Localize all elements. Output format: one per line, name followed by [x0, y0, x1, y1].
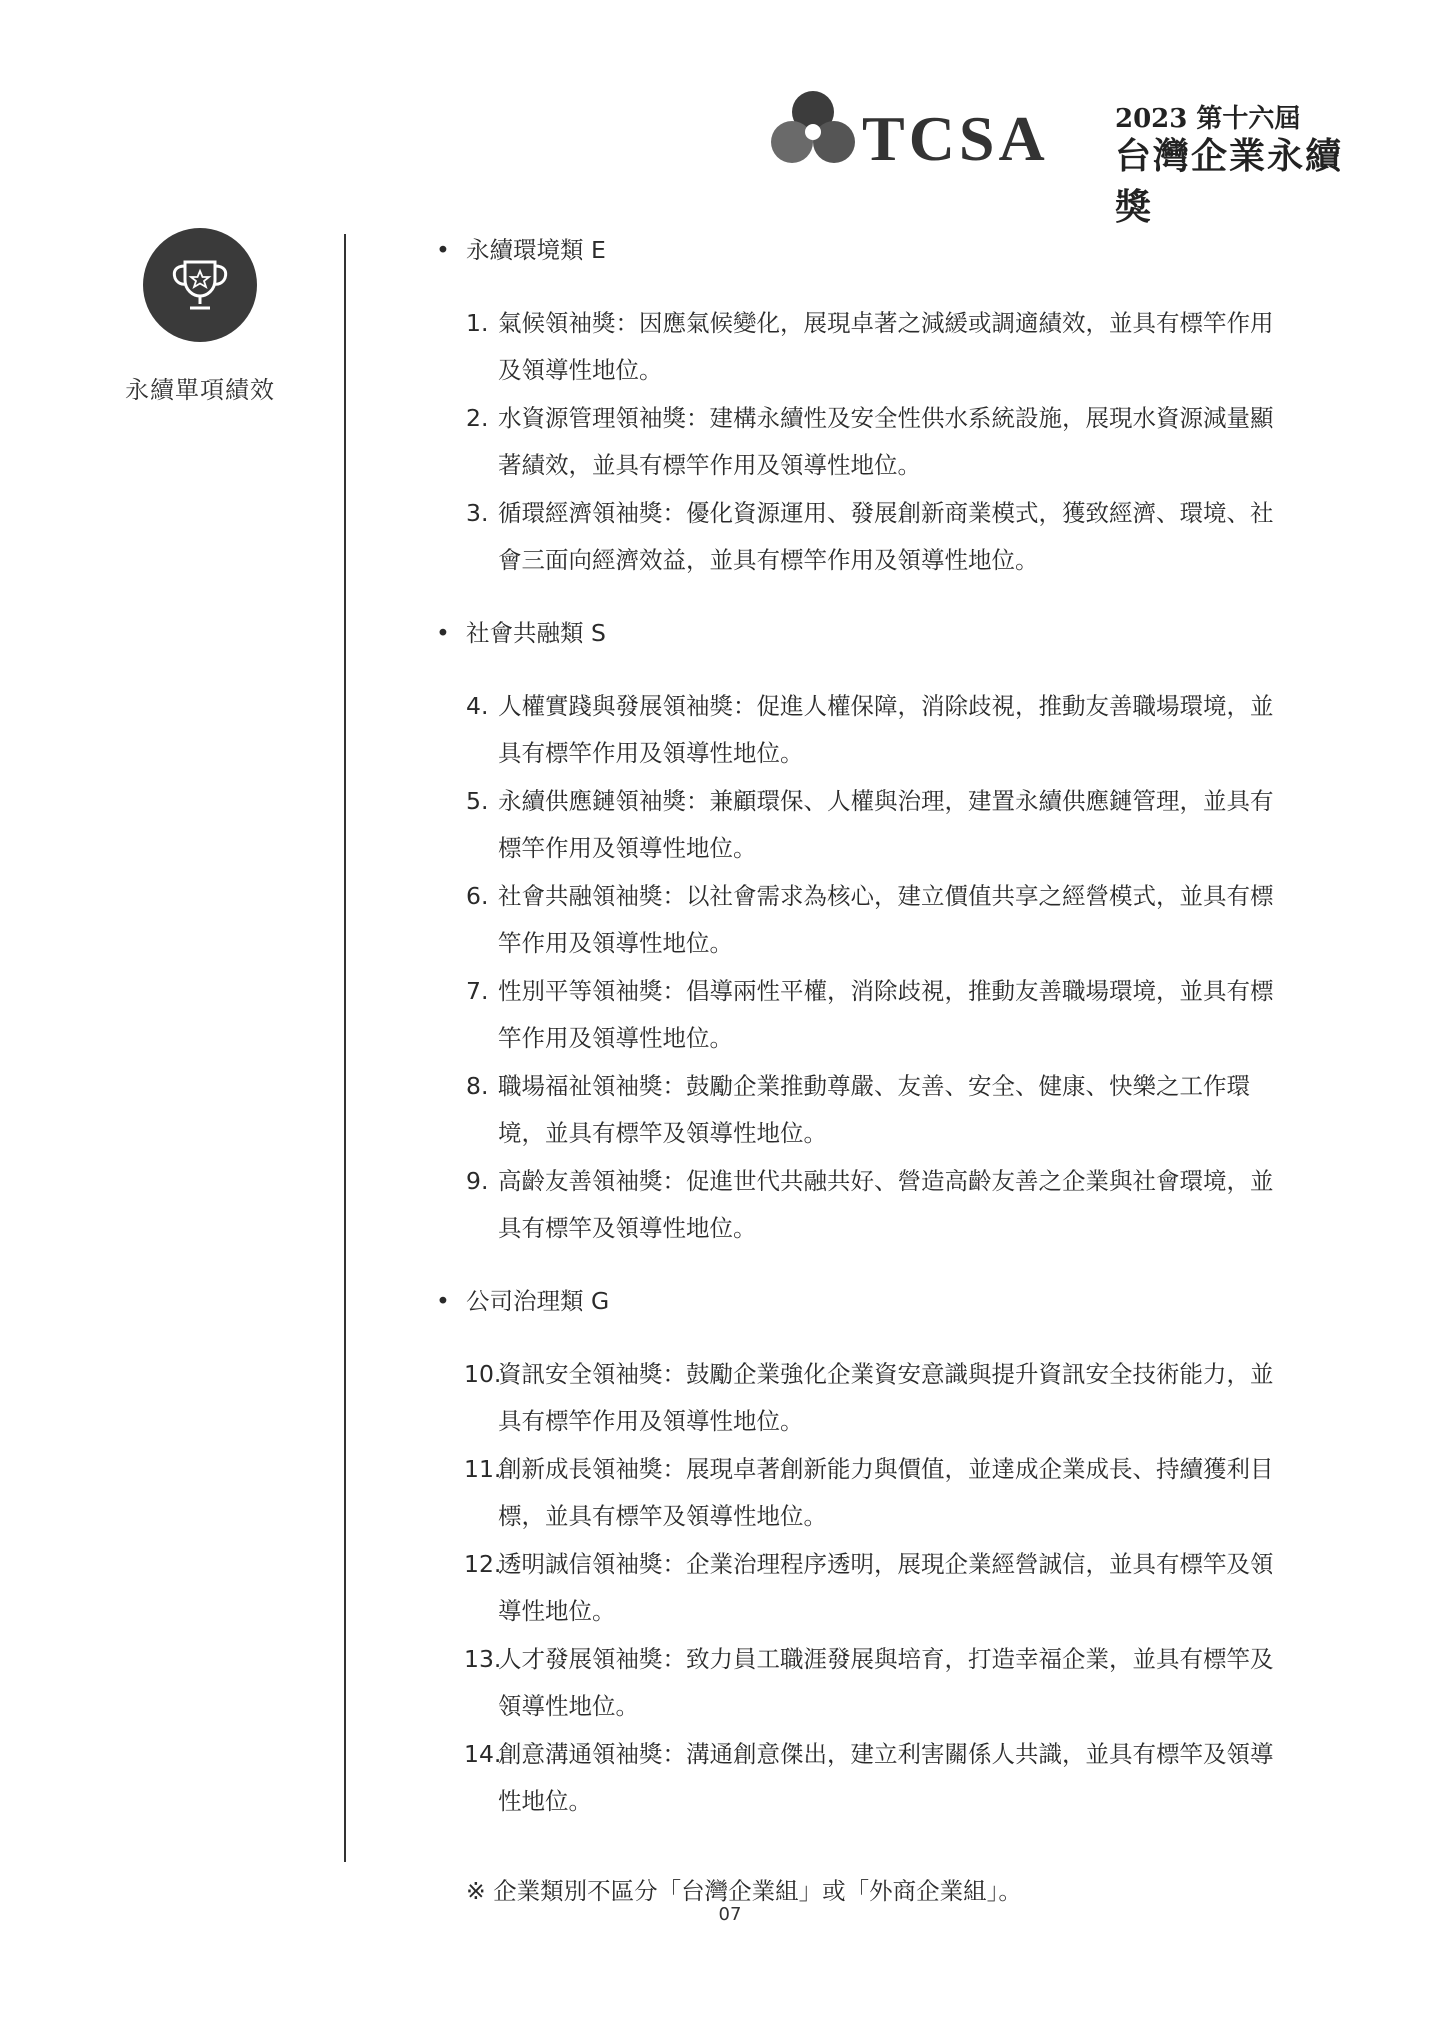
list-item: 7. 性別平等領袖獎：倡導兩性平權，消除歧視，推動友善職場環境，並具有標竿作用及領導性地位。 [466, 977, 1274, 1052]
category-title: • 永續環境類 E [436, 228, 1276, 272]
list-item: 1. 氣候領袖獎：因應氣候變化，展現卓著之減緩或調適績效，並具有標竿作用及領導性地位。 [466, 309, 1274, 384]
award-title: 台灣企業永續獎 [1115, 135, 1344, 228]
logo-text: TCSA [862, 103, 1049, 174]
list-item: 4. 人權實踐與發展領袖獎：促進人權保障，消除歧視，推動友善職場環境，並具有標竿作用及領導性地位。 [466, 692, 1274, 767]
award-list [436, 300, 1276, 584]
content [436, 228, 1276, 1913]
award-list [436, 1351, 1276, 1825]
tcsa-logo-icon [770, 88, 856, 168]
list-item: 5. 永續供應鏈領袖獎：兼顧環保、人權與治理，建置永續供應鏈管理，並具有標竿作用及領導性地位。 [466, 787, 1274, 862]
category-title: • 社會共融類 S [436, 611, 1276, 655]
list-item: 11. 創新成長領袖獎：展現卓著創新能力與價值，並達成企業成長、持續獲利目標，並具有標竿及領導性地位。 [464, 1455, 1274, 1530]
list-item: 2. 水資源管理領袖獎：建構永續性及安全性供水系統設施，展現水資源減量顯著績效，並具有標竿作用及領導性地位。 [466, 404, 1274, 479]
edition-label: 2023 第十六屆 [1115, 104, 1301, 134]
sidebar [120, 228, 280, 405]
page-number: 07 [718, 1904, 742, 1925]
footnote: ※ 企業類別不區分「台灣企業組」或「外商企業組」。 [466, 1877, 1022, 1905]
header [770, 88, 1370, 228]
category-governance [436, 1279, 1276, 1825]
list-item: 13. 人才發展領袖獎：致力員工職涯發展與培育，打造幸福企業，並具有標竿及領導性地位。 [464, 1645, 1274, 1720]
trophy-badge [143, 228, 257, 342]
list-item: 6. 社會共融領袖獎：以社會需求為核心，建立價值共享之經營模式，並具有標竿作用及領導性地位。 [466, 882, 1274, 957]
sidebar-label: 永續單項績效 [125, 376, 275, 404]
list-item: 12. 透明誠信領袖獎：企業治理程序透明，展現企業經營誠信，並具有標竿及領導性地位。 [464, 1550, 1274, 1625]
category-environment [436, 228, 1276, 584]
vertical-divider [344, 234, 346, 1862]
trophy-icon [165, 250, 235, 320]
list-item: 14. 創意溝通領袖獎：溝通創意傑出，建立利害關係人共識，並具有標竿及領導性地位。 [464, 1740, 1274, 1815]
list-item: 9. 高齡友善領袖獎：促進世代共融共好、營造高齡友善之企業與社會環境，並具有標竿及領導性地位。 [466, 1167, 1274, 1242]
list-item: 10. 資訊安全領袖獎：鼓勵企業強化企業資安意識與提升資訊安全技術能力，並具有標竿作用及領導性地位。 [464, 1360, 1274, 1435]
list-item: 8. 職場福祉領袖獎：鼓勵企業推動尊嚴、友善、安全、健康、快樂之工作環境，並具有標竿及領導性地位。 [466, 1072, 1250, 1147]
list-item: 3. 循環經濟領袖獎：優化資源運用、發展創新商業模式，獲致經濟、環境、社會三面向經濟效益，並具有標竿作用及領導性地位。 [466, 499, 1274, 574]
award-list [436, 683, 1276, 1252]
category-social [436, 611, 1276, 1252]
category-title: • 公司治理類 G [436, 1279, 1276, 1323]
